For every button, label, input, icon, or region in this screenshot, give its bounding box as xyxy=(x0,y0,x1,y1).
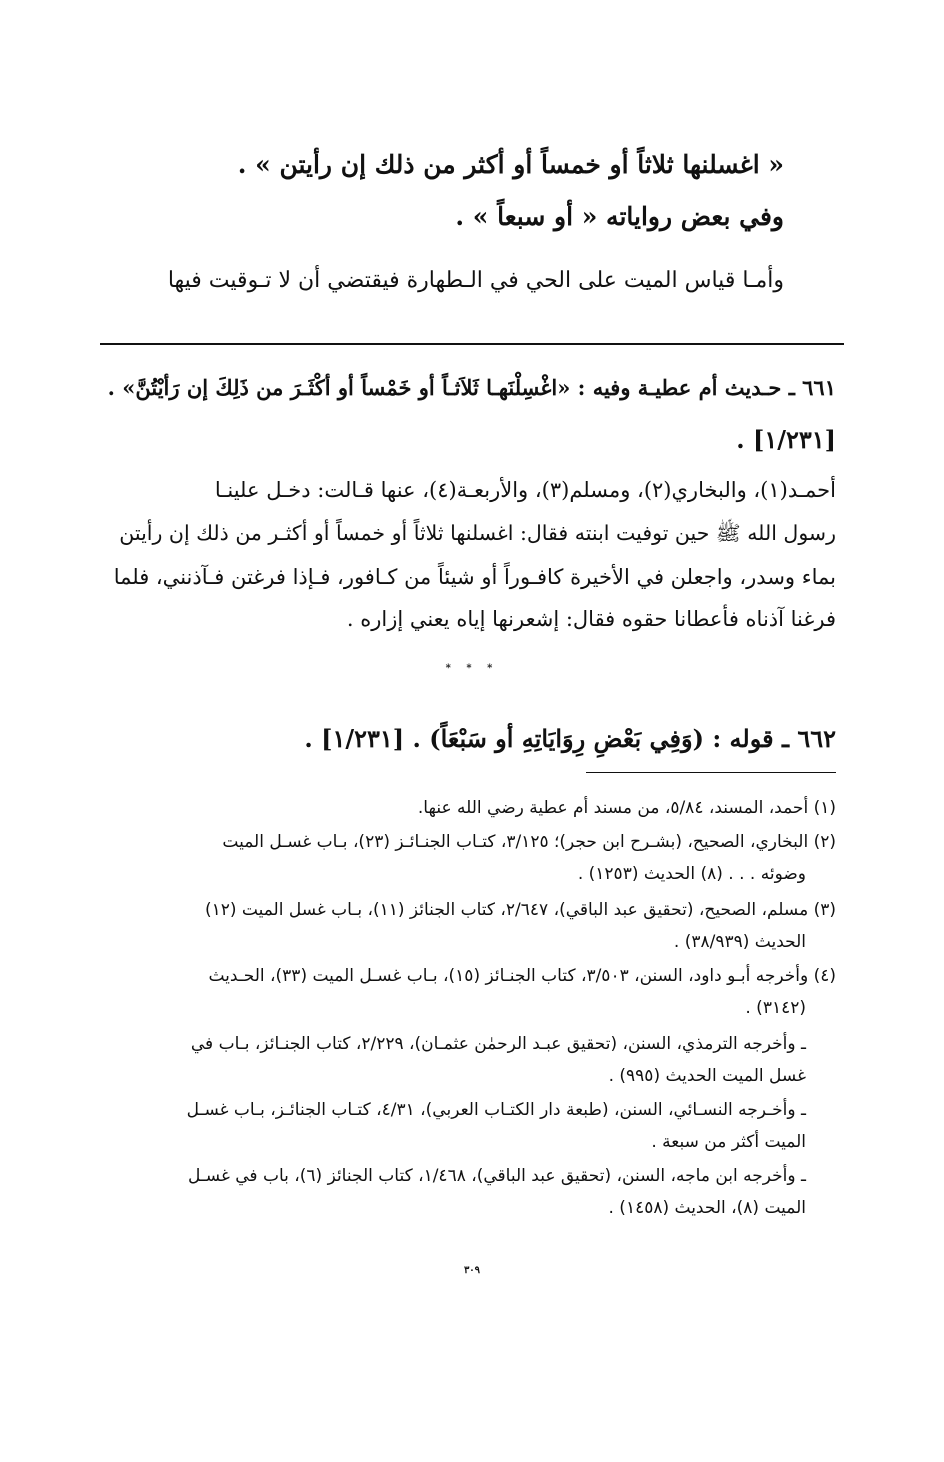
footnote-4-line-2: (٣١٤٢) . xyxy=(745,998,806,1018)
footnote-4-tirmidhi-line-2: غسل الميت الحديث (٩٩٥) . xyxy=(608,1066,806,1086)
paragraph-line: وأمـا قياس الميت على الحي في الـطهارة فيقتضي أن لا تـوقيت فيها xyxy=(167,268,784,293)
hadith-661-line-1: ٦٦١ ـ حـديث أم عطيـة وفيه : «اغْسِلْنَهـا ثَلاَثـاً أو خَمْساً أو أكْثَـرَ من ذَلِكَ إن رَأيْتُنَّ» . xyxy=(107,375,836,400)
quote-line-1: « اغسلنها ثلاثاً أو خمساً أو أكثر من ذلك إن رأيتن » . xyxy=(237,150,784,179)
body-line-2: رسول الله ﷺ حين توفيت ابنته فقال: اغسلنها ثلاثاً أو خمساً أو أكثـر من ذلك إن رأيتن xyxy=(119,521,836,545)
body-line-3: بماء وسدر، واجعلن في الأخيرة كافـوراً أو شيئاً من كـافور، فـإذا فرغتن فـآذنني، فلما xyxy=(113,565,836,589)
footnote-4-line-1: (٤) وأخرجه أبـو داود، السنن، ٣/٥٠٣، كتاب الجنـائز (١٥)، بـاب غسـل الميت (٣٣)، الحـديث xyxy=(208,966,836,986)
body-line-4: فرغنا آذناه فأعطانا حقوه فقال: إشعرنها إياه يعني إزاره . xyxy=(346,607,836,631)
footnote-4-nasai-line-2: الميت أكثر من سبعة . xyxy=(651,1132,806,1152)
footnote-2-line-1: (٢) البخاري، الصحيح، (بشـرح ابن حجر)؛ ٣/١٢٥، كتـاب الجنـائـز (٢٣)، بـاب غسـل الميت xyxy=(222,832,836,852)
body-line-1: أحمـد(١)، والبخاري(٢)، ومسلم(٣)، والأربعـة(٤)، عنها قـالت: دخـل علينـا xyxy=(214,478,836,502)
footnote-1: (١) أحمد، المسند، ٥/٨٤، من مسند أم عطية رضي الله عنها. xyxy=(417,798,836,818)
hadith-662-line: ٦٦٢ ـ قوله : (وَفِي بَعْضِ رِوَايَاتِهِ أو سَبْعَاً) . [١/٢٣١] . xyxy=(304,724,836,753)
page-number: ٣٠٩ xyxy=(463,1265,481,1276)
footnote-2-line-2: وضوئه . . . (٨) الحديث (١٢٥٣) . xyxy=(577,864,806,884)
footnote-3-line-2: الحديث (٣٨/٩٣٩) . xyxy=(673,932,806,952)
footnote-4-ibnmajah-line-2: الميت (٨)، الحديث (١٤٥٨) . xyxy=(608,1198,806,1218)
footnote-4-tirmidhi-line-1: ـ وأخرجه الترمذي، السنن، (تحقيق عبـد الرحمٰن عثمـان)، ٢/٢٢٩، كتاب الجنـائز، بـاب في xyxy=(190,1034,806,1054)
footnote-3-line-1: (٣) مسلم، الصحيح، (تحقيق عبد الباقي)، ٢/٦٤٧، كتاب الجنائز (١١)، بـاب غسل الميت (١٢) xyxy=(204,900,836,920)
footnote-4-nasai-line-1: ـ وأخـرجه النسـائي، السنن، (طبعة دار الكتـاب العربي)، ٤/٣١، كتـاب الجنائـز، بـاب غسـل xyxy=(186,1100,806,1120)
section-separator: * * * xyxy=(445,663,499,674)
section-divider xyxy=(100,343,844,345)
hadith-661-line-2: [١/٢٣١] . xyxy=(736,425,836,454)
footnote-4-ibnmajah-line-1: ـ وأخرجه ابن ماجه، السنن، (تحقيق عبد الباقي)، ١/٤٦٨، كتاب الجنائز (٦)، باب في غسـل xyxy=(187,1166,806,1186)
quote-line-2: وفي بعض رواياته « أو سبعاً » . xyxy=(455,202,784,231)
footnote-divider xyxy=(586,772,836,773)
